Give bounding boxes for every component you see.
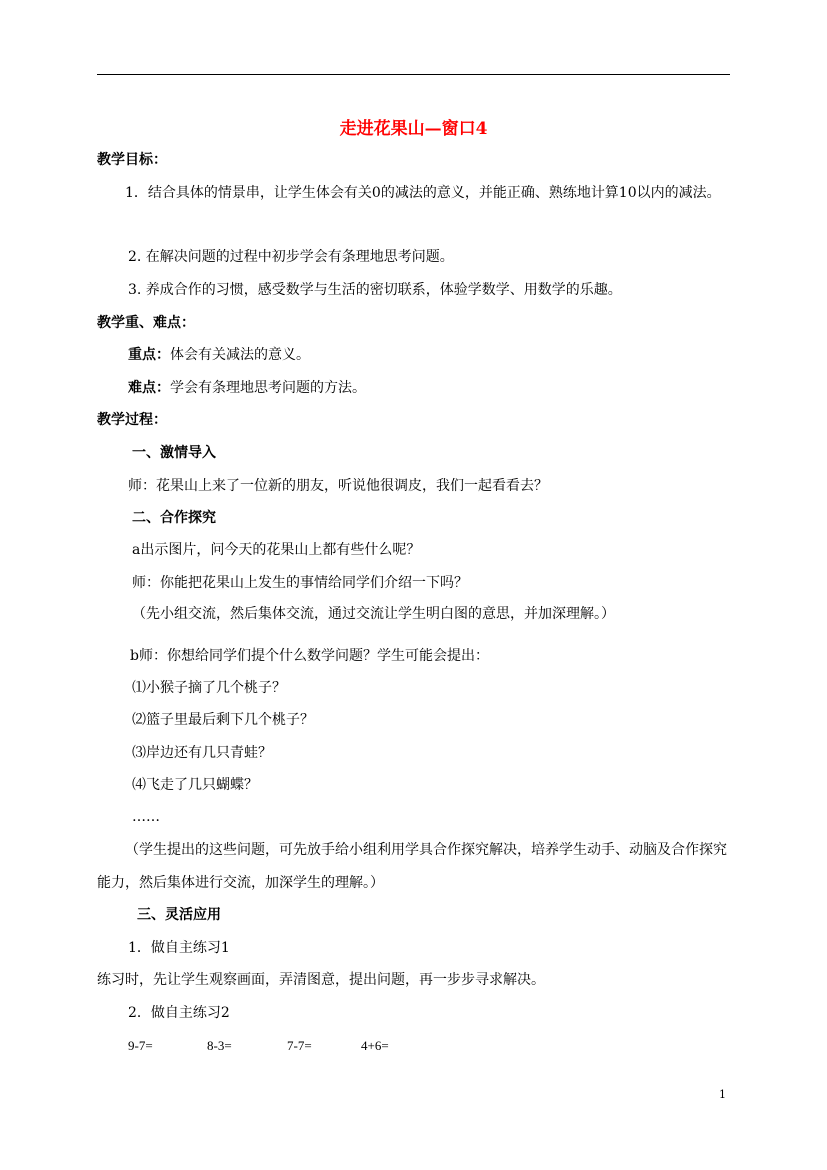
question-2: ⑵篮子里最后剩下几个桃子？ (132, 712, 314, 728)
difficult-text: 学会有条理地思考问题的方法。 (170, 380, 366, 396)
key-label: 重点： (128, 347, 170, 363)
part2-note: （先小组交流，然后集体交流，通过交流让学生明白图的意思，并加深理解。） (132, 606, 615, 622)
equation-4: 4+6= (361, 1038, 389, 1053)
exercise-1: 1．做自主练习1 (128, 940, 230, 956)
part2-heading: 二、合作探究 (132, 510, 216, 526)
goal-1: 1．结合具体的情景串，让学生体会有关0的减法的意义，并能正确、熟练地计算10以内的减法。 (125, 185, 721, 201)
equation-3: 7-7= (287, 1038, 312, 1053)
goal-3: 3. 养成合作的习惯，感受数学与生活的密切联系，体验学数学、用数学的乐趣。 (128, 282, 622, 298)
difficult-label: 难点： (128, 380, 170, 396)
part1-heading: 一、激情导入 (132, 445, 216, 461)
part2-teacher: 师：你能把花果山上发生的事情给同学们介绍一下吗？ (132, 575, 468, 591)
key-heading: 教学重、难点： (97, 315, 195, 331)
goal-2: 2. 在解决问题的过程中初步学会有条理地思考问题。 (128, 249, 454, 265)
ellipsis: …… (132, 809, 160, 825)
page-number: 1 (719, 1088, 726, 1101)
process-heading: 教学过程： (97, 412, 167, 428)
question-4: ⑷飞走了几只蝴蝶？ (132, 777, 258, 793)
question-1: ⑴小猴子摘了几个桃子？ (132, 680, 286, 696)
question-3: ⑶岸边还有几只青蛙？ (132, 745, 272, 761)
difficult-point (128, 379, 366, 397)
exercise-2: 2．做自主练习2 (128, 1005, 230, 1021)
part3-heading: 三、灵活应用 (137, 907, 221, 923)
equation-1: 9-7= (128, 1038, 153, 1053)
key-text: 体会有关减法的意义。 (170, 347, 310, 363)
key-point (128, 346, 310, 364)
part2-b: b师：你想给同学们提个什么数学问题？学生可能会提出： (130, 648, 489, 664)
page-title: 走进花果山—窗口4 (339, 119, 488, 139)
part1-text: 师：花果山上来了一位新的朋友，听说他很调皮，我们一起看看去？ (128, 478, 548, 494)
equation-2: 8-3= (207, 1038, 232, 1053)
part2-a: a出示图片，问今天的花果山上都有些什么呢？ (132, 542, 421, 558)
part2-note2: （学生提出的这些问题，可先放手给小组利用学具合作探究解决，培养学生动手、动脑及合作探究能力，然后集体进行交流，加深学生的理解。） (97, 842, 727, 891)
header-rule (97, 74, 730, 75)
goals-heading: 教学目标： (97, 152, 167, 168)
exercise-1-text: 练习时，先让学生观察画面，弄清图意，提出问题，再一步步寻求解决。 (97, 972, 545, 988)
